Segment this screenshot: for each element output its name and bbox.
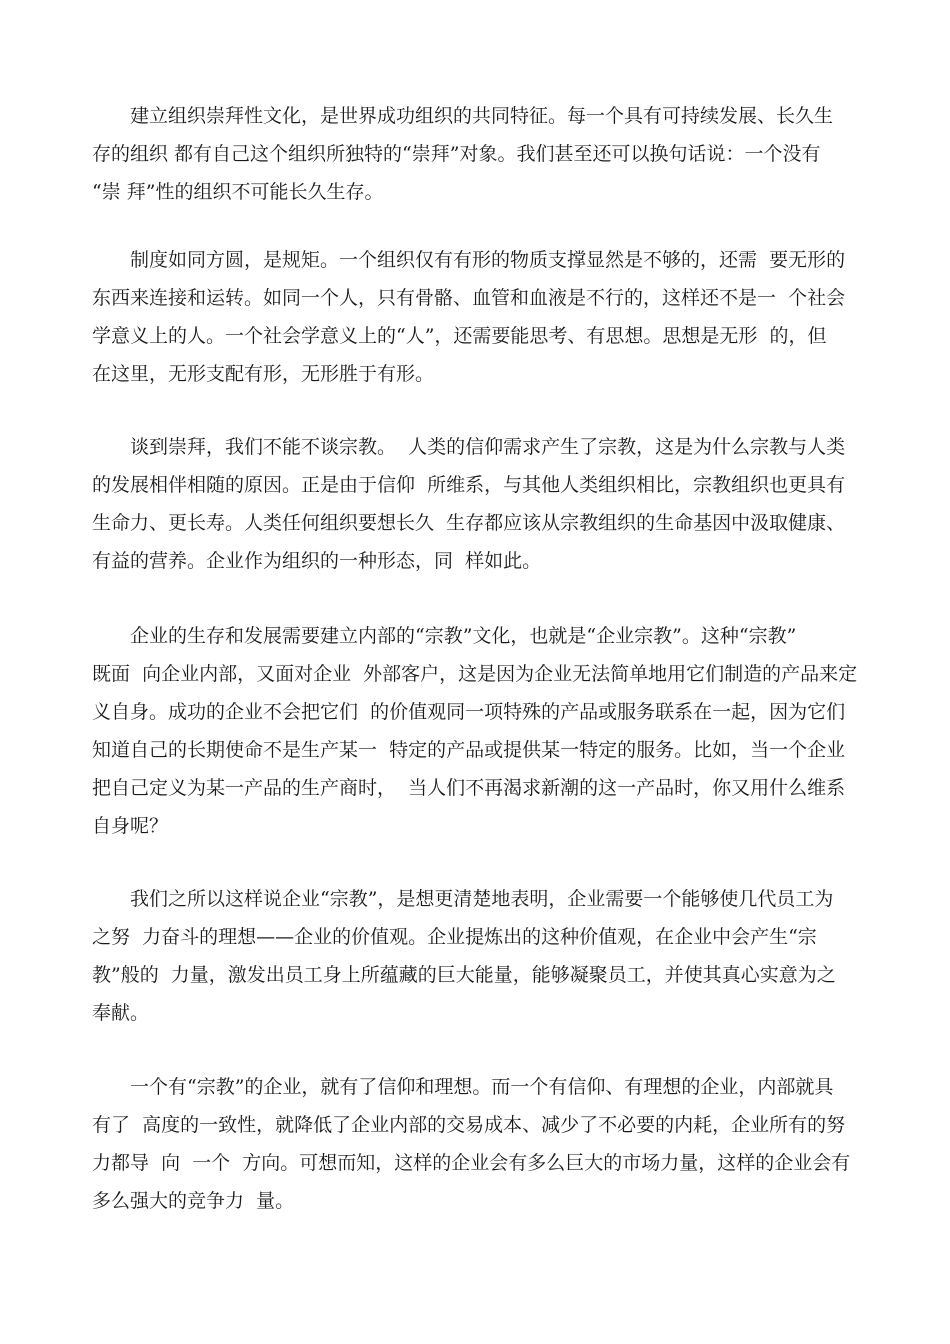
paragraph-line: 奉献。 xyxy=(92,1002,150,1024)
paragraph-line: 有益的营养。企业作为组织的一种形态，同 样如此。 xyxy=(92,550,542,572)
paragraph-line: 教”般的 力量，激发出员工身上所蕴藏的巨大能量，能够凝聚员工，并使其真心实意为之 xyxy=(92,964,836,986)
paragraph-4 xyxy=(92,617,858,845)
paragraph-line: 存的组织 都有自己这个组织所独特的“崇拜”对象。我们甚至还可以换句话说：一个没有 xyxy=(92,143,821,165)
paragraph-line: 谈到崇拜，我们不能不谈宗教。 人类的信仰需求产生了宗教，这是为什么宗教与人类 xyxy=(130,436,846,458)
paragraph-line: 学意义上的人。一个社会学意义上的“人”，还需要能思考、有思想。思想是无形 的，但 xyxy=(92,325,827,347)
paragraph-line: 制度如同方圆，是规矩。一个组织仅有有形的物质支撑显然是不够的，还需 要无形的 xyxy=(130,249,846,271)
paragraph-line: 的发展相伴相随的原因。正是由于信仰 所维系，与其他人类组织相比，宗教组织也更具有 xyxy=(92,474,846,496)
paragraph-line: 自身呢？ xyxy=(92,815,169,837)
paragraph-line: 生命力、更长寿。人类任何组织要想长久 生存都应该从宗教组织的生命基因中汲取健康、 xyxy=(92,512,846,534)
paragraph-line: 多么强大的竞争力 量。 xyxy=(92,1190,295,1212)
paragraph-line: 在这里，无形支配有形，无形胜于有形。 xyxy=(92,363,435,385)
paragraph-6 xyxy=(92,1068,858,1220)
paragraph-line: 力都导 向 一个 方向。可想而知，这样的企业会有多么巨大的市场力量，这样的企业会有 xyxy=(92,1152,851,1174)
paragraph-line: 东西来连接和运转。如同一个人，只有骨骼、血管和血液是不行的，这样还不是一 个社会 xyxy=(92,287,846,309)
paragraph-line: 有了 高度的一致性，就降低了企业内部的交易成本、减少了不必要的内耗，企业所有的努 xyxy=(92,1114,846,1136)
paragraph-line: 把自己定义为某一产品的生产商时， 当人们不再渴求新潮的这一产品时，你又用什么维系 xyxy=(92,777,846,799)
paragraph-2 xyxy=(92,241,858,393)
paragraph-line: “崇 拜”性的组织不可能长久生存。 xyxy=(92,181,384,203)
paragraph-line: 义自身。成功的企业不会把它们 的价值观同一项特殊的产品或服务联系在一起，因为它们 xyxy=(92,701,846,723)
paragraph-5 xyxy=(92,880,858,1032)
paragraph-line: 建立组织崇拜性文化，是世界成功组织的共同特征。每一个具有可持续发展、长久生 xyxy=(130,105,834,127)
paragraph-line: 知道自己的长期使命不是生产某一 特定的产品或提供某一特定的服务。比如，当一个企业 xyxy=(92,739,846,761)
paragraph-3 xyxy=(92,428,858,580)
paragraph-1 xyxy=(92,97,858,211)
paragraph-line: 既面 向企业内部，又面对企业 外部客户，这是因为企业无法简单地用它们制造的产品来定 xyxy=(92,663,858,685)
paragraph-line: 之努 力奋斗的理想——企业的价值观。企业提炼出的这种价值观，在企业中会产生“宗 xyxy=(92,926,817,948)
paragraph-line: 企业的生存和发展需要建立内部的“宗教”文化，也就是“企业宗教”。这种“宗教” xyxy=(130,625,797,647)
paragraph-line: 我们之所以这样说企业“宗教”，是想更清楚地表明，企业需要一个能够使几代员工为 xyxy=(130,888,834,910)
paragraph-line: 一个有“宗教”的企业，就有了信仰和理想。而一个有信仰、有理想的企业，内部就具 xyxy=(130,1076,834,1098)
